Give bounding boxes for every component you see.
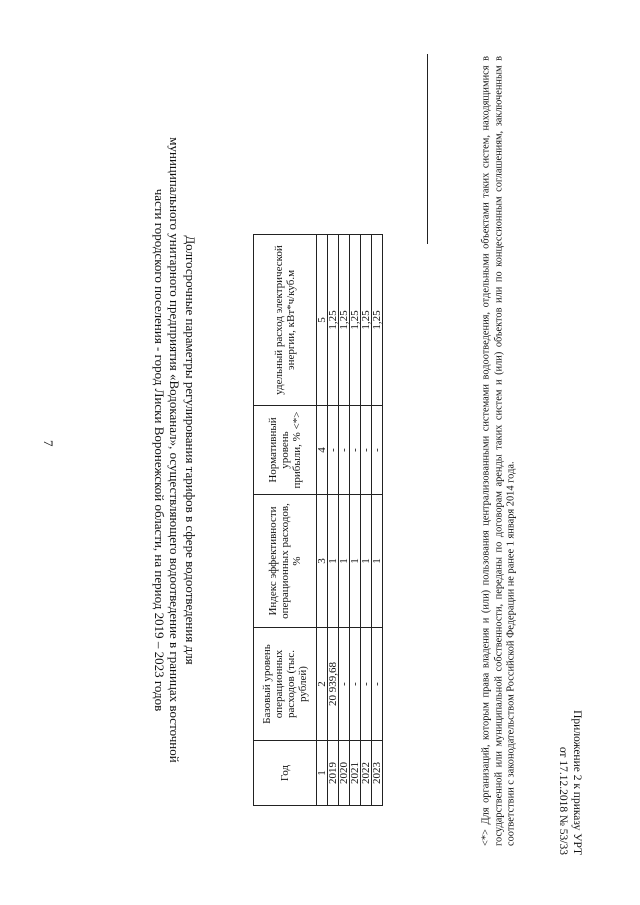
footnote-separator bbox=[427, 54, 428, 244]
column-number: 3 bbox=[317, 495, 328, 628]
cell-energy-consumption: 1,25 bbox=[328, 235, 339, 406]
cell-year: 2023 bbox=[372, 741, 383, 806]
appendix-line-1: Приложение 2 к приказу УРТ bbox=[571, 710, 583, 855]
cell-profit-level: - bbox=[350, 406, 361, 495]
cell-energy-consumption: 1,25 bbox=[361, 235, 372, 406]
cell-base-opex: - bbox=[361, 628, 372, 741]
cell-base-opex: 20 939,68 bbox=[328, 628, 339, 741]
header-profit-level: Нормативный уровень прибыли, % <*> bbox=[254, 406, 317, 495]
title-line-3: части городского поселения - город Лиски Воронежской области, на период 2019 – 2023 годов bbox=[152, 188, 167, 712]
cell-base-opex: - bbox=[350, 628, 361, 741]
table-row bbox=[339, 235, 350, 806]
cell-year: 2021 bbox=[350, 741, 361, 806]
column-number: 1 bbox=[317, 741, 328, 806]
footnote: <*> Для организаций, которым права владения и (или) пользования централизованными системами водоотведения, отдельными объектами таких систем, находящимися в государственной или муниципальной собственности, переданы по договорам аренды таких систем и (или) объектов или по концессионным соглашениям, заключенным в соответствии с законодательством Российской Федерации не ранее 1 января 2014 года. bbox=[480, 56, 517, 846]
cell-base-opex: - bbox=[372, 628, 383, 741]
column-number: 5 bbox=[317, 235, 328, 406]
cell-profit-level: - bbox=[339, 406, 350, 495]
column-number: 4 bbox=[317, 406, 328, 495]
header-efficiency-index: Индекс эффективности операционных расходов, % bbox=[254, 495, 317, 628]
table-row bbox=[361, 235, 372, 806]
table-header-row bbox=[254, 235, 317, 806]
cell-efficiency-index: 1 bbox=[350, 495, 361, 628]
cell-base-opex: - bbox=[339, 628, 350, 741]
appendix-reference bbox=[556, 710, 584, 855]
cell-efficiency-index: 1 bbox=[339, 495, 350, 628]
cell-energy-consumption: 1,25 bbox=[339, 235, 350, 406]
page-number: 7 bbox=[41, 440, 56, 447]
cell-year: 2019 bbox=[328, 741, 339, 806]
header-energy-consumption: удельный расход электрической энергии, кВт*ч/куб.м bbox=[254, 235, 317, 406]
header-year: Год bbox=[254, 741, 317, 806]
cell-efficiency-index: 1 bbox=[328, 495, 339, 628]
cell-year: 2022 bbox=[361, 741, 372, 806]
cell-profit-level: - bbox=[361, 406, 372, 495]
parameters-table bbox=[253, 234, 383, 806]
table-row bbox=[328, 235, 339, 806]
cell-profit-level: - bbox=[328, 406, 339, 495]
title-line-1: Долгосрочные параметры регулирования тарифов в сфере водоотведения для bbox=[183, 235, 198, 665]
document-title bbox=[152, 60, 199, 840]
appendix-line-2: от 17.12.2018 № 53/33 bbox=[557, 746, 569, 855]
header-base-opex: Базовый уровень операционных расходов (тыс. рублей) bbox=[254, 628, 317, 741]
cell-profit-level: - bbox=[372, 406, 383, 495]
cell-efficiency-index: 1 bbox=[372, 495, 383, 628]
cell-energy-consumption: 1,25 bbox=[350, 235, 361, 406]
column-number: 2 bbox=[317, 628, 328, 741]
cell-energy-consumption: 1,25 bbox=[372, 235, 383, 406]
table-row bbox=[372, 235, 383, 806]
title-line-2: муниципального унитарного предприятия «Водоканал», осуществляющего водоотведение в границах восточной bbox=[167, 137, 183, 763]
cell-efficiency-index: 1 bbox=[361, 495, 372, 628]
cell-year: 2020 bbox=[339, 741, 350, 806]
table-number-row bbox=[317, 235, 328, 806]
table-row bbox=[350, 235, 361, 806]
